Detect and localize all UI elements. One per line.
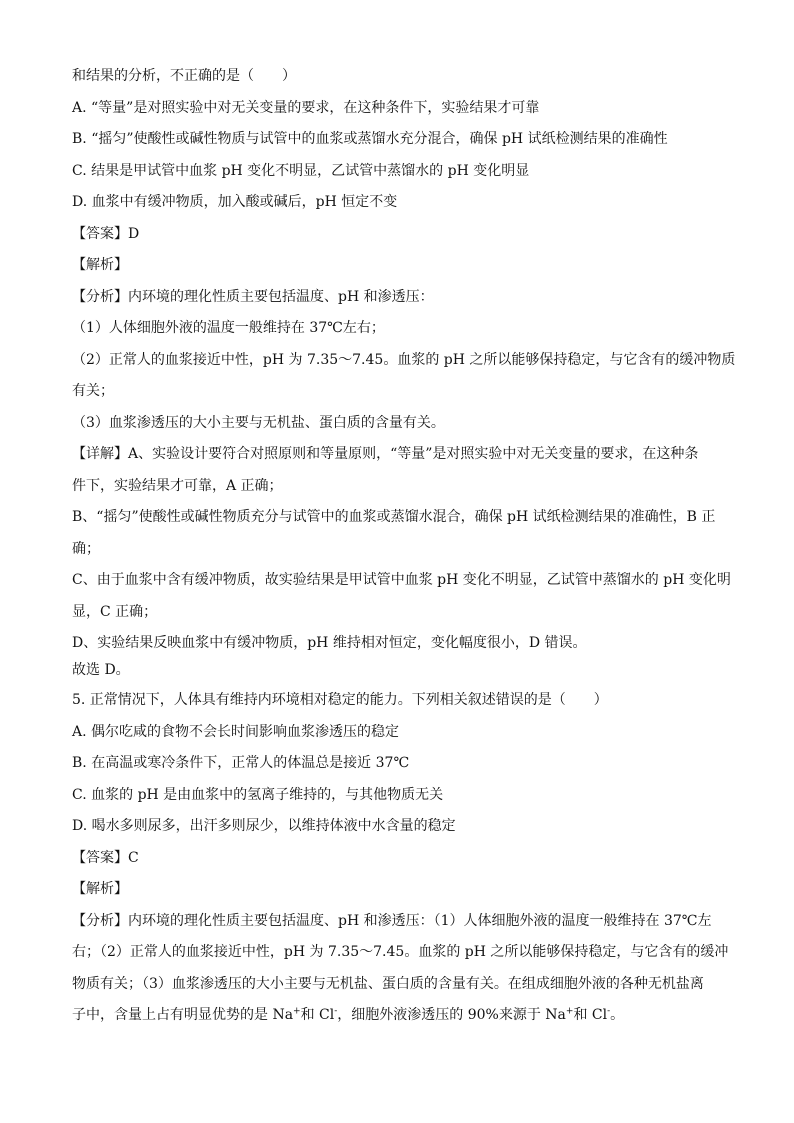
question4-xiangjie-line-2b: 确； <box>72 541 100 557</box>
question4-option-b: B. “摇匀”使酸性或碱性物质与试管中的血浆或蒸馏水充分混合，确保 pH 试纸检测结果的准确性 <box>72 131 668 147</box>
question4-xiangjie-line-1b: 件下，实验结果才可靠，A 正确； <box>72 478 283 494</box>
question4-answer: 【答案】D <box>72 226 140 242</box>
question4-xiangjie-line-3b: 显，C 正确； <box>72 604 158 620</box>
question5-option-c: C. 血浆的 pH 是由血浆中的氢离子维持的，与其他物质无关 <box>72 787 444 803</box>
question4-option-a: A. “等量”是对照实验中对无关变量的要求，在这种条件下，实验结果才可靠 <box>72 100 540 116</box>
question5-fenxi-line-4 <box>72 1005 624 1025</box>
question5-fenxi-line-2: 右；（2）正常人的血浆接近中性，pH 为 7.35～7.45。血浆的 pH 之所以能够保持稳定，与它含有的缓冲 <box>72 944 729 960</box>
question4-xiangjie-line-2a: B、“摇匀”使酸性或碱性物质充分与试管中的血浆或蒸馏水混合，确保 pH 试纸检测结果的准确性，B 正 <box>72 509 716 525</box>
question5-fenxi-line-1: 【分析】内环境的理化性质主要包括温度、pH 和渗透压：（1）人体细胞外液的温度一般维持在 37℃左 <box>72 913 712 929</box>
question4-fenxi-line-4: （3）血浆渗透压的大小主要与无机盐、蛋白质的含量有关。 <box>72 415 445 431</box>
question4-fenxi-line-3a: （2）正常人的血浆接近中性，pH 为 7.35～7.45。血浆的 pH 之所以能够保持稳定，与它含有的缓冲物质 <box>72 352 736 368</box>
question5-analysis-title: 【解析】 <box>72 881 128 897</box>
question4-xiangjie-line-1a: 【详解】A、实验设计要符合对照原则和等量原则，“等量”是对照实验中对无关变量的要求，在这种条 <box>72 446 699 462</box>
question4-fenxi-line-1: 【分析】内环境的理化性质主要包括温度、pH 和渗透压： <box>72 289 434 305</box>
question5-answer: 【答案】C <box>72 850 139 866</box>
chloride-charge-1: - <box>334 1006 338 1017</box>
question4-fenxi-line-3b: 有关； <box>72 383 114 399</box>
question5-fenxi-line-3: 物质有关；（3）血浆渗透压的大小主要与无机盐、蛋白质的含量有关。在组成细胞外液的各种无机盐离 <box>72 976 704 992</box>
fenxi-4-text-pre: 子中，含量上占有明显优势的是 Na <box>72 1007 294 1023</box>
question4-analysis-title: 【解析】 <box>72 257 128 273</box>
sodium-charge-2: + <box>565 1006 574 1017</box>
question4-xiangjie-line-4: D、实验结果反映血浆中有缓冲物质，pH 维持相对恒定，变化幅度很小，D 错误。 <box>72 635 587 651</box>
question4-fenxi-line-2: （1）人体细胞外液的温度一般维持在 37℃左右； <box>72 320 385 336</box>
question4-option-d: D. 血浆中有缓冲物质，加入酸或碱后，pH 恒定不变 <box>72 194 398 210</box>
fenxi-4-text-mid1: 和 Cl <box>300 1007 335 1023</box>
question4-xiangjie-line-3a: C、由于血浆中含有缓冲物质，故实验结果是甲试管中血浆 pH 变化不明显，乙试管中蒸馏水的 pH 变化明 <box>72 572 731 588</box>
question4-option-c: C. 结果是甲试管中血浆 pH 变化不明显，乙试管中蒸馏水的 pH 变化明显 <box>72 163 530 179</box>
question4-stem-tail: 和结果的分析，不正确的是（ ） <box>72 68 296 84</box>
fenxi-4-text-mid3: 和 Cl <box>573 1007 608 1023</box>
fenxi-4-text-mid2: ，细胞外液渗透压的 90%来源于 Na <box>337 1007 566 1023</box>
chloride-charge-2: - <box>607 1006 611 1017</box>
question5-option-d: D. 喝水多则尿多，出汗多则尿少，以维持体液中水含量的稳定 <box>72 818 456 834</box>
question5-option-b: B. 在高温或寒冷条件下，正常人的体温总是接近 37℃ <box>72 755 410 771</box>
question4-conclusion: 故选 D。 <box>72 662 130 678</box>
question5-option-a: A. 偶尔吃咸的食物不会长时间影响血浆渗透压的稳定 <box>72 724 400 740</box>
fenxi-4-text-end: 。 <box>610 1007 625 1023</box>
sodium-charge-1: + <box>293 1006 301 1017</box>
question5-stem: 5. 正常情况下，人体具有维持内环境相对稳定的能力。下列相关叙述错误的是（ ） <box>72 692 608 708</box>
